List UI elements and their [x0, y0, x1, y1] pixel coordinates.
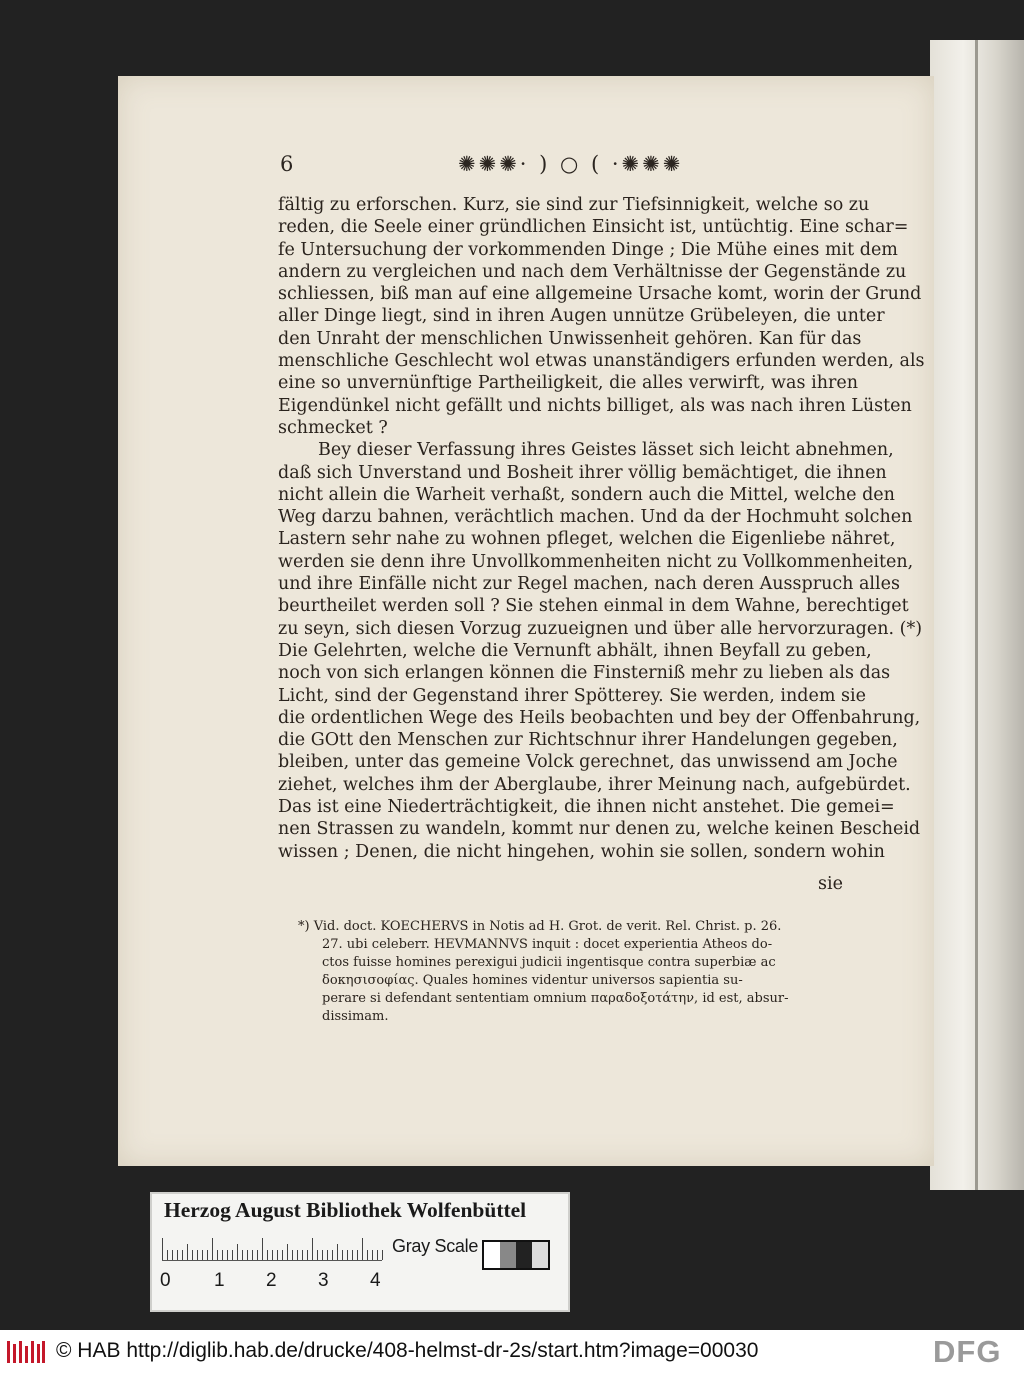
ruler-tick [192, 1250, 193, 1260]
ruler-tick [162, 1238, 163, 1260]
footnote-line: dissimam. [322, 1009, 389, 1024]
footnote [298, 918, 858, 1026]
footnote-line: 27. ubi celeberr. HEVMANNVS inquit : docet experientia Atheos do- [322, 937, 773, 952]
color-scale-card [150, 1192, 570, 1312]
ruler-tick [182, 1250, 183, 1260]
ruler-tick [362, 1238, 363, 1260]
ruler-tick [302, 1250, 303, 1260]
footnote-line: ctos fuisse homines perexigui judicii ingentisque contra superbiæ ac [322, 955, 776, 970]
footnote-line: *) Vid. doct. KOECHERVS in Notis ad H. Grot. de verit. Rel. Christ. p. 26. [298, 919, 782, 934]
ruler-tick [247, 1250, 248, 1260]
ruler-tick [322, 1250, 323, 1260]
ruler-tick [252, 1250, 253, 1260]
text-line: menschliche Geschlecht wol etwas unanständigers erfunden werden, als [278, 351, 925, 372]
ruler-tick [347, 1250, 348, 1260]
text-line: Eigendünkel nicht gefällt und nichts billiget, als was nach ihren Lüsten [278, 395, 912, 416]
text-line: Das ist eine Niederträchtigkeit, die ihnen nicht anstehet. Die gemei= [278, 797, 895, 818]
text-line: und ihre Einfälle nicht zur Regel machen, nach deren Ausspruch alles [278, 574, 900, 595]
text-line: andern zu vergleichen und nach dem Verhältnisse der Gegenstände zu [278, 261, 907, 282]
gray-swatch [500, 1242, 516, 1268]
ruler-tick [262, 1238, 263, 1260]
footer-bar [0, 1330, 1024, 1374]
book-page [118, 76, 934, 1166]
ruler-tick [267, 1250, 268, 1260]
hab-logo-icon [6, 1339, 46, 1365]
text-line: eine so unvernünftige Partheiligkeit, die alles verwirft, was ihren [278, 373, 858, 394]
dfg-logo: DFG [933, 1334, 1002, 1369]
ruler-number: 0 [160, 1270, 171, 1291]
ruler-tick [332, 1250, 333, 1260]
text-line: Bey dieser Verfassung ihres Geistes lässet sich leicht abnehmen, [318, 440, 894, 461]
adjacent-page-fold [975, 40, 978, 1190]
ruler-tick [292, 1250, 293, 1260]
text-line: den Unraht der menschlichen Unwissenheit gehören. Kan für das [278, 328, 862, 349]
ruler-tick [377, 1250, 378, 1260]
ruler-tick [337, 1244, 338, 1260]
ruler-tick [202, 1250, 203, 1260]
ruler-tick [227, 1250, 228, 1260]
ruler-tick [382, 1250, 383, 1260]
text-line: bleiben, unter das gemeine Volck gerechnet, das unwissend am Joche [278, 752, 898, 773]
ruler-tick [212, 1238, 213, 1260]
ruler-number: 1 [214, 1270, 225, 1291]
gray-scale-label: Gray Scale [392, 1236, 479, 1256]
gray-swatch [484, 1242, 500, 1268]
ruler-tick [367, 1250, 368, 1260]
ruler-tick [172, 1250, 173, 1260]
text-line: ziehet, welches ihm der Aberglaube, ihrer Meinung nach, aufgebürdet. [278, 774, 911, 795]
ruler-tick [342, 1250, 343, 1260]
ruler-tick [237, 1244, 238, 1260]
ruler-number: 4 [370, 1270, 381, 1291]
text-line: die ordentlichen Wege des Heils beobachten und bey der Offenbahrung, [278, 707, 921, 728]
ruler-tick [232, 1250, 233, 1260]
ruler-tick [317, 1250, 318, 1260]
source-url[interactable]: © HAB http://diglib.hab.de/drucke/408-helmst-dr-2s/start.htm?image=00030 [56, 1339, 759, 1362]
gray-swatch [516, 1242, 532, 1268]
ruler-tick [257, 1250, 258, 1260]
text-line: wissen ; Denen, die nicht hingehen, wohin sie sollen, sondern wohin [278, 841, 885, 862]
text-line: daß sich Unverstand und Bosheit ihrer völlig bemächtiget, die ihnen [278, 462, 887, 483]
ruler-tick [307, 1250, 308, 1260]
ruler-number: 3 [318, 1270, 329, 1291]
text-line: nen Strassen zu wandeln, kommt nur denen zu, welche keinen Bescheid [278, 819, 921, 840]
text-line: die GOtt den Menschen zur Richtschnur ihrer Handelungen gegeben, [278, 730, 898, 751]
ruler-tick [272, 1250, 273, 1260]
ruler-tick [282, 1250, 283, 1260]
ruler-tick [277, 1250, 278, 1260]
text-line: zu seyn, sich diesen Vorzug zuzueignen und über alle hervorzuragen. (*) [278, 618, 923, 639]
library-name: Herzog August Bibliothek Wolfenbüttel [164, 1198, 527, 1222]
footnote-line: perare si defendant sententiam omnium παραδοξοτάτην, id est, absur- [322, 991, 789, 1006]
page-number: 6 [280, 152, 294, 176]
text-line: schmecket ? [278, 417, 388, 438]
running-head-ornament: ✺✺✺· ) ○ ( ·✺✺✺ [458, 152, 684, 176]
ruler-tick [287, 1244, 288, 1260]
ruler-tick [167, 1250, 168, 1260]
ruler-tick [187, 1244, 188, 1260]
text-line: fe Untersuchung der vorkommenden Dinge ; Die Mühe eines mit dem [278, 239, 898, 260]
footnote-line: δοκησισοφίας. Quales homines videntur universos sapientia su- [322, 973, 743, 988]
text-line: werden sie denn ihre Unvollkommenheiten nicht zu Vollkommenheiten, [278, 551, 914, 572]
ruler-tick [297, 1250, 298, 1260]
ruler-tick [217, 1250, 218, 1260]
text-line: beurtheilet werden soll ? Sie stehen einmal in dem Wahne, berechtiget [278, 596, 909, 617]
text-line: Lastern sehr nahe zu wohnen pfleget, welchen die Eigenliebe nähret, [278, 529, 896, 550]
ruler-tick [372, 1250, 373, 1260]
ruler-tick [242, 1250, 243, 1260]
ruler-tick [352, 1250, 353, 1260]
ruler-tick [312, 1238, 313, 1260]
catchword: sie [818, 874, 843, 894]
text-line: reden, die Seele einer gründlichen Einsicht ist, untüchtig. Eine schar= [278, 217, 909, 238]
scale-ruler [162, 1238, 382, 1261]
ruler-tick [357, 1250, 358, 1260]
text-line: Weg darzu bahnen, verächtlich machen. Und da der Hochmuht solchen [278, 507, 913, 528]
text-line: fältig zu erforschen. Kurz, sie sind zur Tiefsinnigkeit, welche so zu [278, 195, 870, 215]
ruler-tick [197, 1250, 198, 1260]
ruler-tick [177, 1250, 178, 1260]
body-text [278, 194, 925, 863]
text-line: Die Gelehrten, welche die Vernunft abhält, ihnen Beyfall zu geben, [278, 640, 872, 661]
text-line: aller Dinge liegt, sind in ihren Augen unnütze Grübeleyen, die unter [278, 306, 885, 327]
ruler-tick [222, 1250, 223, 1260]
text-line: noch von sich erlangen können die Finsterniß mehr zu lieben als das [278, 663, 891, 684]
ruler-number: 2 [266, 1270, 277, 1291]
ruler-tick [207, 1250, 208, 1260]
text-line: Licht, sind der Gegenstand ihrer Spötterey. Sie werden, indem sie [278, 685, 866, 706]
text-line: nicht allein die Warheit verhaßt, sondern auch die Mittel, welche den [278, 484, 895, 505]
gray-scale-swatches [482, 1240, 550, 1270]
ruler-tick [327, 1250, 328, 1260]
text-line: schliessen, biß man auf eine allgemeine Ursache komt, worin der Grund [278, 284, 922, 305]
gray-swatch [532, 1242, 548, 1268]
